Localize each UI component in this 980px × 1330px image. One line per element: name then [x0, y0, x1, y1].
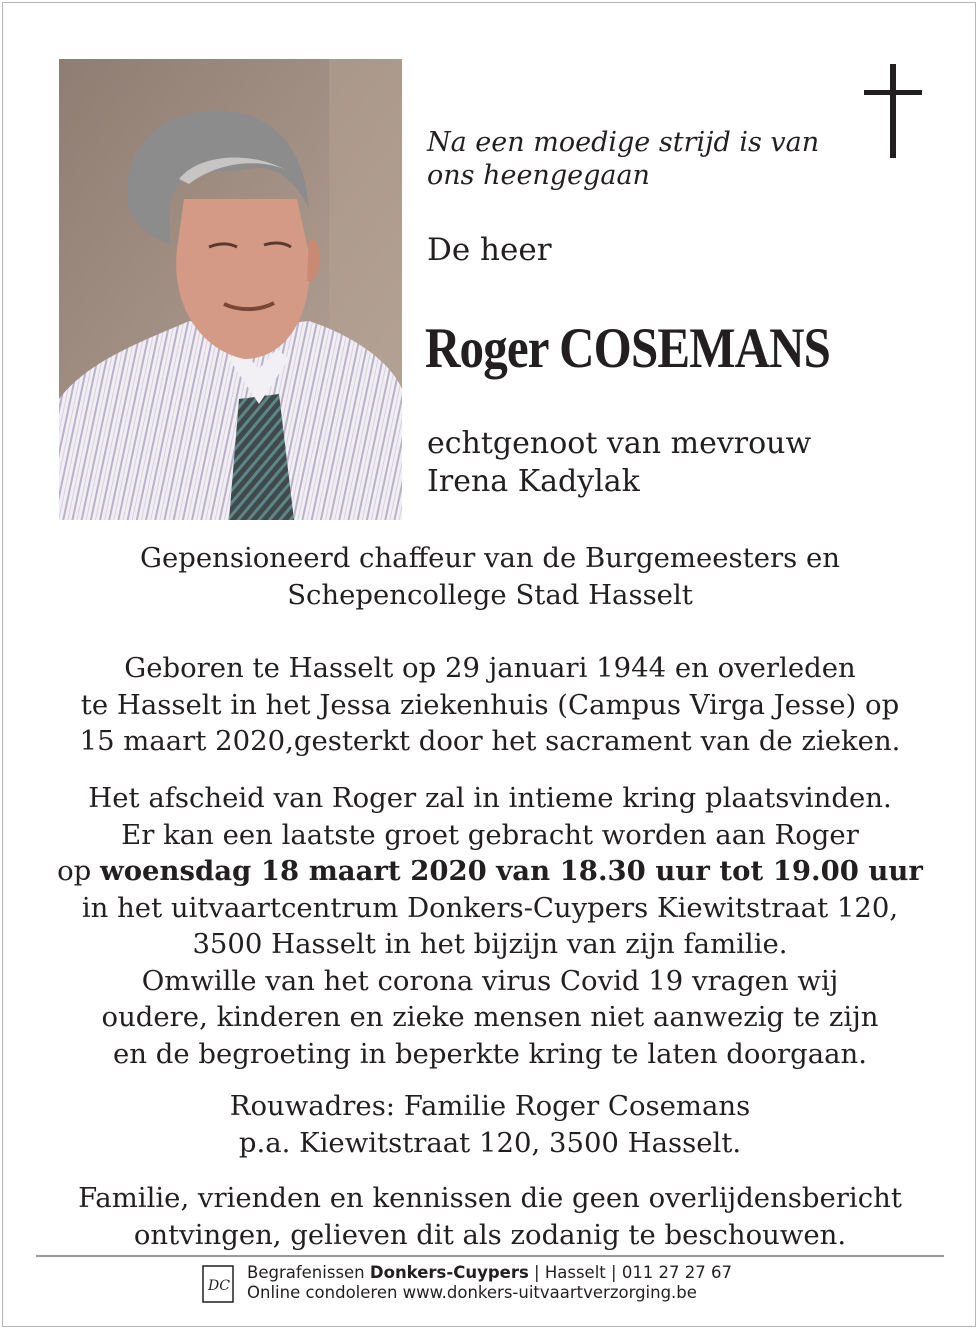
- footer-divider: [36, 1255, 944, 1257]
- footer-line: [247, 1263, 732, 1283]
- footer-prefix: Begrafenissen: [247, 1263, 365, 1282]
- svg-text:DC: DC: [208, 1278, 230, 1294]
- visitation-datetime: woensdag 18 maart 2020 van 18.30 uur tot 19.00 uur: [100, 855, 923, 887]
- profession-block: [40, 540, 940, 613]
- intro-line: ons heengegaan: [427, 160, 650, 191]
- footer-company: Donkers-Cuypers: [369, 1263, 529, 1282]
- funeral-home-logo: [202, 1265, 234, 1303]
- farewell-line: oudere, kinderen en zieke mensen niet aanwezig te zijn: [101, 1001, 879, 1033]
- farewell-line: in het uitvaartcentrum Donkers-Cuypers Kiewitstraat 120,: [81, 891, 899, 924]
- birth-death-line: te Hasselt in het Jessa ziekenhuis (Campus Virga Jesse) op: [80, 688, 900, 721]
- footer-online-link[interactable]: Online condoleren www.donkers-uitvaartverzorging.be: [247, 1283, 697, 1302]
- farewell-line: Omwille van het corona virus Covid 19 vragen wij: [141, 964, 839, 997]
- cross-icon: [864, 64, 922, 158]
- intro-line: Na een moedige strijd is van: [427, 127, 820, 158]
- farewell-line: [40, 853, 940, 890]
- address-block: [40, 1088, 940, 1161]
- notice-line: Familie, vrienden en kennissen die geen overlijdensbericht: [78, 1182, 902, 1214]
- address-line: Rouwadres: Familie Roger Cosemans: [229, 1090, 751, 1122]
- profession-line: Schepencollege Stad Hasselt: [287, 578, 693, 611]
- farewell-prefix: op: [57, 855, 92, 887]
- farewell-line: 3500 Hasselt in het bijzijn van zijn familie.: [192, 928, 788, 960]
- footer-text: [247, 1263, 732, 1303]
- spouse-line: echtgenoot van mevrouw: [427, 426, 812, 461]
- portrait-photo: [59, 59, 402, 520]
- intro-text: [427, 126, 847, 192]
- farewell-block: [40, 780, 940, 1072]
- honorific: De heer: [427, 232, 552, 268]
- address-line: p.a. Kiewitstraat 120, 3500 Hasselt.: [238, 1126, 742, 1159]
- profession-line: Gepensioneerd chaffeur van de Burgemeesters en: [140, 542, 840, 574]
- footer-contact: | Hasselt | 011 27 27 67: [534, 1263, 733, 1282]
- birth-death-block: [40, 650, 940, 760]
- birth-death-line: Geboren te Hasselt op 29 januari 1944 en overleden: [124, 652, 856, 684]
- footer: [202, 1263, 802, 1313]
- notice-block: [40, 1180, 940, 1253]
- deceased-name: Roger COSEMANS: [425, 317, 831, 380]
- birth-death-line: 15 maart 2020,gesterkt door het sacrament van de zieken.: [79, 725, 901, 757]
- spouse-line: Irena Kadylak: [427, 464, 640, 499]
- spouse-info: [427, 425, 811, 501]
- farewell-line: en de begroeting in beperkte kring te laten doorgaan.: [113, 1037, 867, 1070]
- farewell-line: Er kan een laatste groet gebracht worden aan Roger: [121, 818, 859, 851]
- farewell-line: Het afscheid van Roger zal in intieme kring plaatsvinden.: [88, 782, 892, 814]
- notice-line: ontvingen, gelieven dit als zodanig te beschouwen.: [133, 1218, 847, 1251]
